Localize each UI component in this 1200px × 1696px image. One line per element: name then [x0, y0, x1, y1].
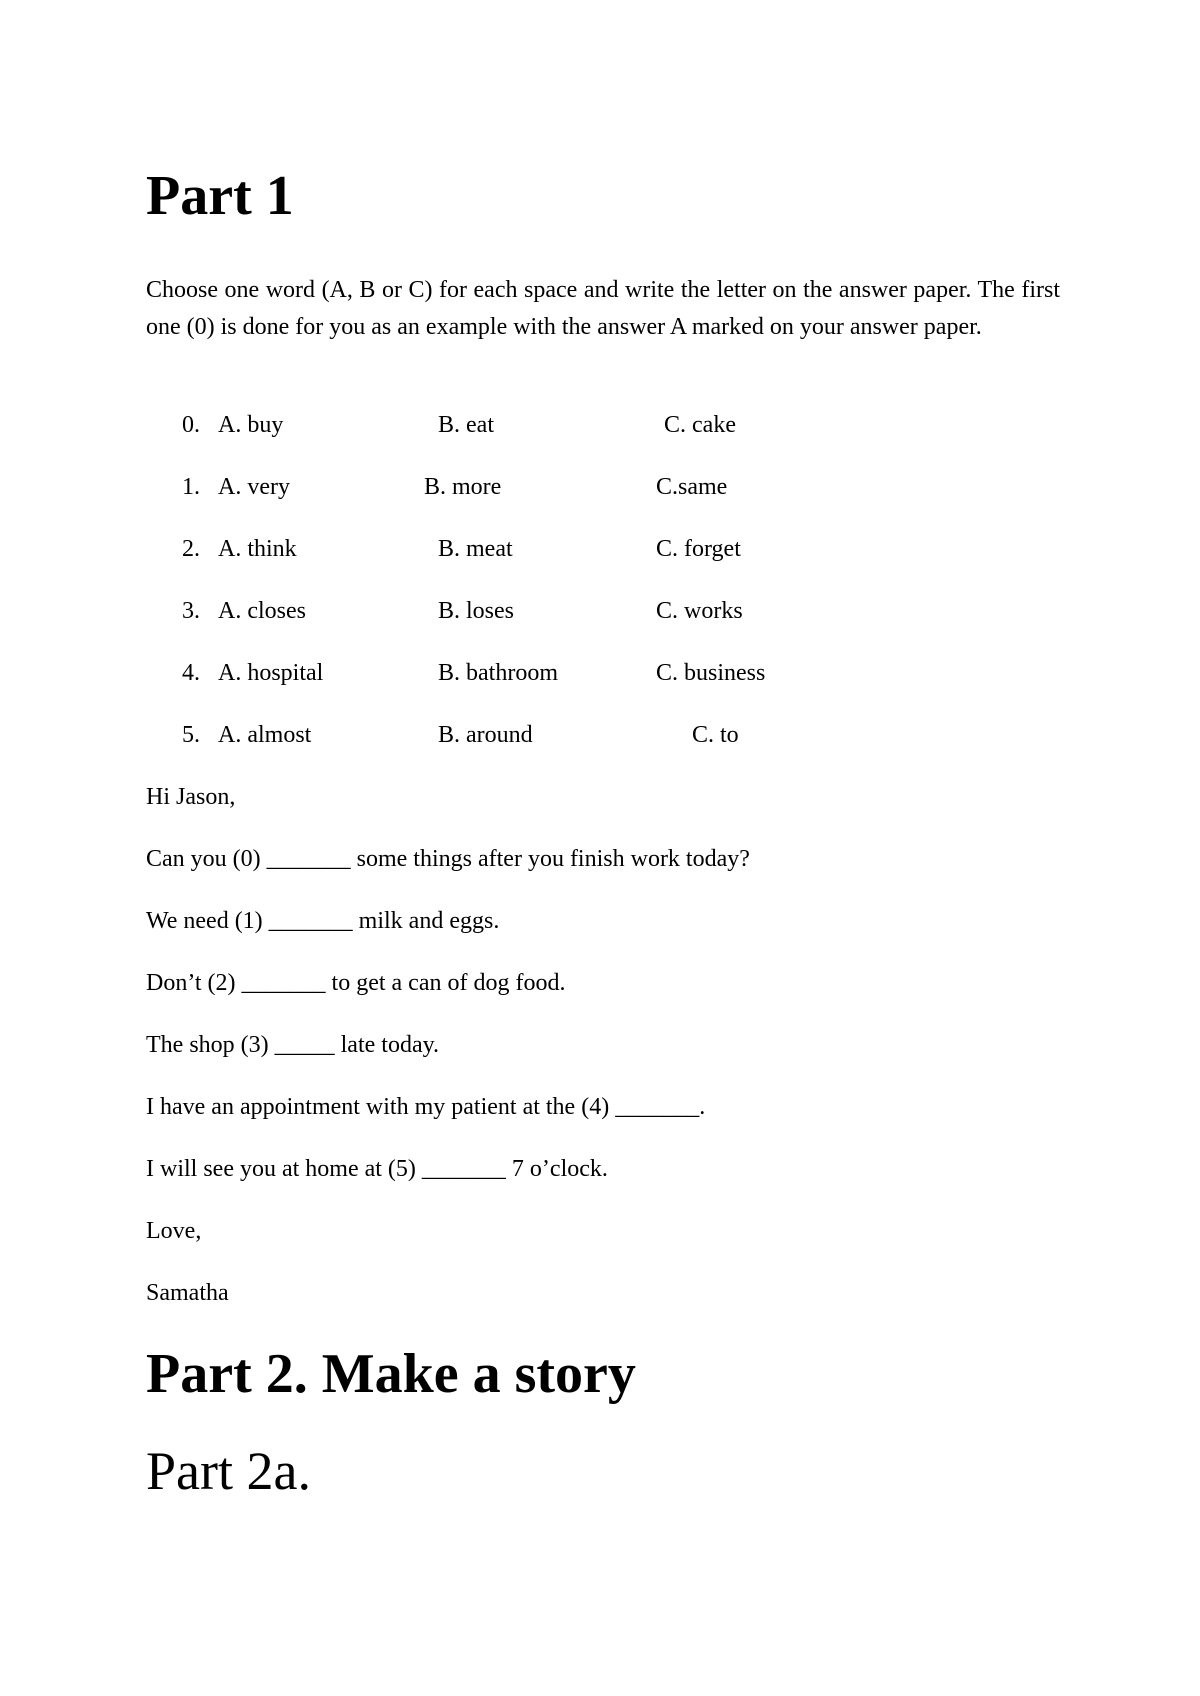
option-a: A. very — [218, 474, 290, 500]
option-a: A. buy — [218, 412, 284, 438]
part1-heading: Part 1 — [146, 165, 294, 227]
letter-signature: Samatha — [146, 1280, 229, 1306]
option-c: C. cake — [664, 412, 736, 438]
option-row-2 — [146, 533, 1060, 565]
option-number: 2. — [182, 536, 200, 562]
option-a: A. almost — [218, 722, 312, 748]
option-number: 4. — [182, 660, 200, 686]
option-number: 0. — [182, 412, 200, 438]
option-a: A. think — [218, 536, 297, 562]
option-b: B. around — [438, 722, 533, 748]
letter-line-5: I will see you at home at (5) _______ 7 o’clock. — [146, 1156, 608, 1182]
option-c: C. forget — [656, 536, 741, 562]
option-c: C.same — [656, 474, 728, 500]
letter-line-2: Don’t (2) _______ to get a can of dog food. — [146, 970, 566, 996]
letter-line-3: The shop (3) _____ late today. — [146, 1032, 440, 1058]
option-row-4 — [146, 657, 1060, 689]
letter-greeting: Hi Jason, — [146, 784, 236, 810]
part2-heading: Part 2. Make a story — [146, 1343, 636, 1405]
option-b: B. bathroom — [438, 660, 558, 686]
option-c: C. works — [656, 598, 743, 624]
option-row-0 — [146, 409, 1060, 441]
option-b: B. more — [424, 474, 502, 500]
option-a: A. hospital — [218, 660, 324, 686]
option-number: 1. — [182, 474, 200, 500]
option-row-5 — [146, 719, 1060, 751]
option-number: 5. — [182, 722, 200, 748]
option-a: A. closes — [218, 598, 306, 624]
option-number: 3. — [182, 598, 200, 624]
letter-closing: Love, — [146, 1218, 202, 1244]
letter-line-0: Can you (0) _______ some things after you finish work today? — [146, 846, 750, 872]
part1-instructions: Choose one word (A, B or C) for each space and write the letter on the answer paper. The first one (0) is done for you as an example with the answer A marked on your answer paper. — [146, 277, 1060, 340]
letter-line-1: We need (1) _______ milk and eggs. — [146, 908, 500, 934]
option-b: B. eat — [438, 412, 494, 438]
letter-line-4: I have an appointment with my patient at the (4) _______. — [146, 1094, 706, 1120]
option-b: B. meat — [438, 536, 513, 562]
option-c: C. to — [692, 722, 739, 748]
option-row-3 — [146, 595, 1060, 627]
option-c: C. business — [656, 660, 766, 686]
part2a-subheading: Part 2a. — [146, 1441, 311, 1501]
option-row-1 — [146, 471, 1060, 503]
option-b: B. loses — [438, 598, 515, 624]
